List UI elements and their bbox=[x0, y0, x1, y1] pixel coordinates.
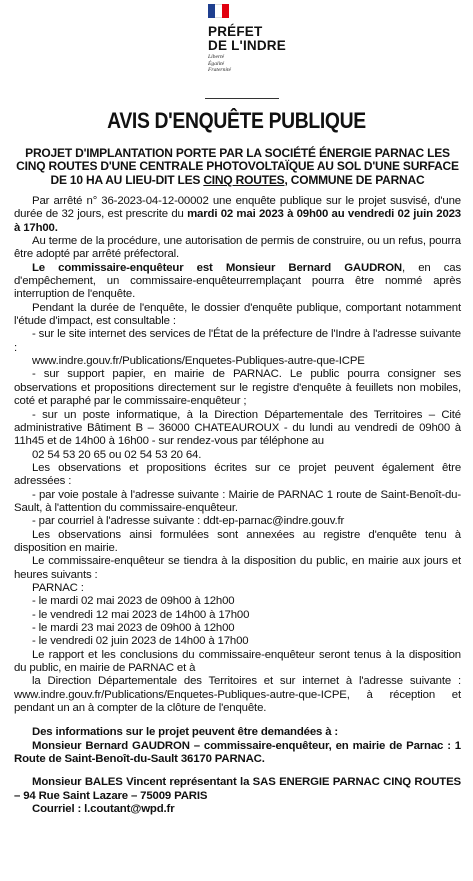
phone-numbers: 02 54 53 20 65 ou 02 54 53 20 64. bbox=[32, 448, 202, 461]
logo-motto bbox=[208, 54, 298, 74]
logo-title-line1: PRÉFET bbox=[208, 24, 263, 39]
commune-label: PARNAC : bbox=[32, 581, 84, 594]
tricolor-flag-icon bbox=[208, 4, 229, 18]
representative-contact: Monsieur BALES Vincent représentant la SAS ENERGIE PARNAC CINQ ROUTES – 94 Rue Saint Lazare – 75009 PARIS bbox=[14, 776, 461, 802]
project-subtitle bbox=[14, 147, 461, 187]
paragraph-annexees: Les observations ainsi formulées sont annexées au registre d'enquête tenu à disposition en mairie. bbox=[14, 528, 461, 554]
arrete-dates: mardi 02 mai 2023 à 09h00 au vendredi 02 juin 2023 à 17h00. bbox=[14, 208, 461, 234]
paragraph-support-papier: - sur support papier, en mairie de PARNAC. Le public pourra consigner ses observations et propositions directement sur le registre d'enquête à feuillets non mobiles, coté et paraphé par le commissaire-enquêteur ; bbox=[14, 368, 461, 408]
subtitle-part2: , COMMUNE DE PARNAC bbox=[284, 172, 425, 187]
commissaire-text: , en cas d'empêchement, un commissaire-enquêteurremplaçant pourra être nommé après interruption de l'enquête. bbox=[14, 261, 461, 301]
motto-egalite: Égalité bbox=[208, 60, 225, 67]
subtitle-part1: PROJET D'IMPLANTATION PORTE PAR LA SOCIÉTÉ ÉNERGIE PARNAC LES CINQ ROUTES D'UNE CENTRALE PHOTOVOLTAÏQUE AU SOL D'UNE SURFACE DE 10 HA AU LIEU-DIT LES bbox=[16, 146, 459, 187]
arrete-text: Par arrêté n° 36-2023-04-12-00002 une enquête publique sur le projet susvisé, d'une durée de 32 jours, est prescrite du bbox=[14, 195, 461, 221]
paragraph-courriel: - par courriel à l'adresse suivante : ddt-ep-parnac@indre.gouv.fr bbox=[32, 515, 345, 528]
paragraph-dossier: Pendant la durée de l'enquête, le dossier d'enquête publique, comportant notamment l'étude d'impact, est consultable : bbox=[14, 301, 461, 328]
logo-title-line2: DE L'INDRE bbox=[208, 38, 286, 53]
paragraph-arrete bbox=[14, 195, 461, 235]
spacer bbox=[14, 766, 461, 776]
subtitle-underlined: CINQ ROUTES bbox=[203, 172, 285, 187]
logo-title bbox=[208, 25, 298, 53]
commissaire-name: Le commissaire-enquêteur est Monsieur Bernard GAUDRON bbox=[32, 261, 403, 274]
paragraph-ddt-internet: la Direction Départementale des Territoires et sur internet à l'adresse suivante : www.indre.gouv.fr/Publications/Enquetes-Publiques-autre-que-ICPE, à réception et pendant un an à compter de la clôture de l'enquête. bbox=[14, 675, 461, 715]
paragraph-procedure: Au terme de la procédure, une autorisation de permis de construire, ou un refus, pourra être adopté par arrêté préfectoral. bbox=[14, 235, 461, 261]
paragraph-permanences: Le commissaire-enquêteur se tiendra à la disposition du public, en mairie aux jours et heures suivants : bbox=[14, 555, 461, 581]
date-item: - le vendredi 02 juin 2023 de 14h00 à 17h00 bbox=[32, 635, 249, 648]
motto-fraternite: Fraternité bbox=[208, 67, 231, 74]
paragraph-voie-postale: - par voie postale à l'adresse suivante : Mairie de PARNAC 1 route de Saint-Benoît-du-Sault, à l'attention du commissaire-enquêteur. bbox=[14, 488, 461, 514]
paragraph-site-internet: - sur le site internet des services de l'État de la préfecture de l'Indre à l'adresse suivante : bbox=[14, 328, 461, 354]
url-publications: www.indre.gouv.fr/Publications/Enquetes-Publiques-autre-que-ICPE bbox=[32, 355, 365, 368]
paragraph-observations: Les observations et propositions écrites sur ce projet peuvent également être adressées : bbox=[14, 461, 461, 488]
date-item: - le mardi 23 mai 2023 de 09h00 à 12h00 bbox=[32, 622, 235, 634]
paragraph-poste-informatique: - sur un poste informatique, à la Direction Départementale des Territoires – Cité administrative Bâtiment B – 36000 CHATEAUROUX - du lundi au vendredi de 09h00 à 11h45 et de 14h00 à 16h00 - sur rendez-vous par téléphone au bbox=[14, 408, 461, 448]
prefet-logo bbox=[208, 4, 298, 74]
info-contact: Monsieur Bernard GAUDRON – commissaire-enquêteur, en mairie de Parnac : 1 Route de Saint-Benoît-du-Sault 36170 PARNAC. bbox=[14, 739, 461, 766]
divider bbox=[205, 98, 279, 99]
spacer bbox=[14, 715, 461, 726]
page-title: AVIS D'ENQUÊTE PUBLIQUE bbox=[107, 108, 366, 133]
info-title: Des informations sur le projet peuvent être demandées à : bbox=[32, 726, 339, 739]
notice-body bbox=[14, 195, 461, 816]
motto-liberte: Liberté bbox=[208, 54, 225, 60]
date-item: - le vendredi 12 mai 2023 de 14h00 à 17h00 bbox=[32, 608, 250, 621]
representative-email: Courriel : l.coutant@wpd.fr bbox=[32, 803, 175, 816]
date-item: - le mardi 02 mai 2023 de 09h00 à 12h00 bbox=[32, 595, 235, 608]
paragraph-rapport: Le rapport et les conclusions du commissaire-enquêteur seront tenus à la disposition du public, en mairie de PARNAC et à bbox=[14, 648, 461, 675]
paragraph-commissaire bbox=[14, 262, 461, 302]
